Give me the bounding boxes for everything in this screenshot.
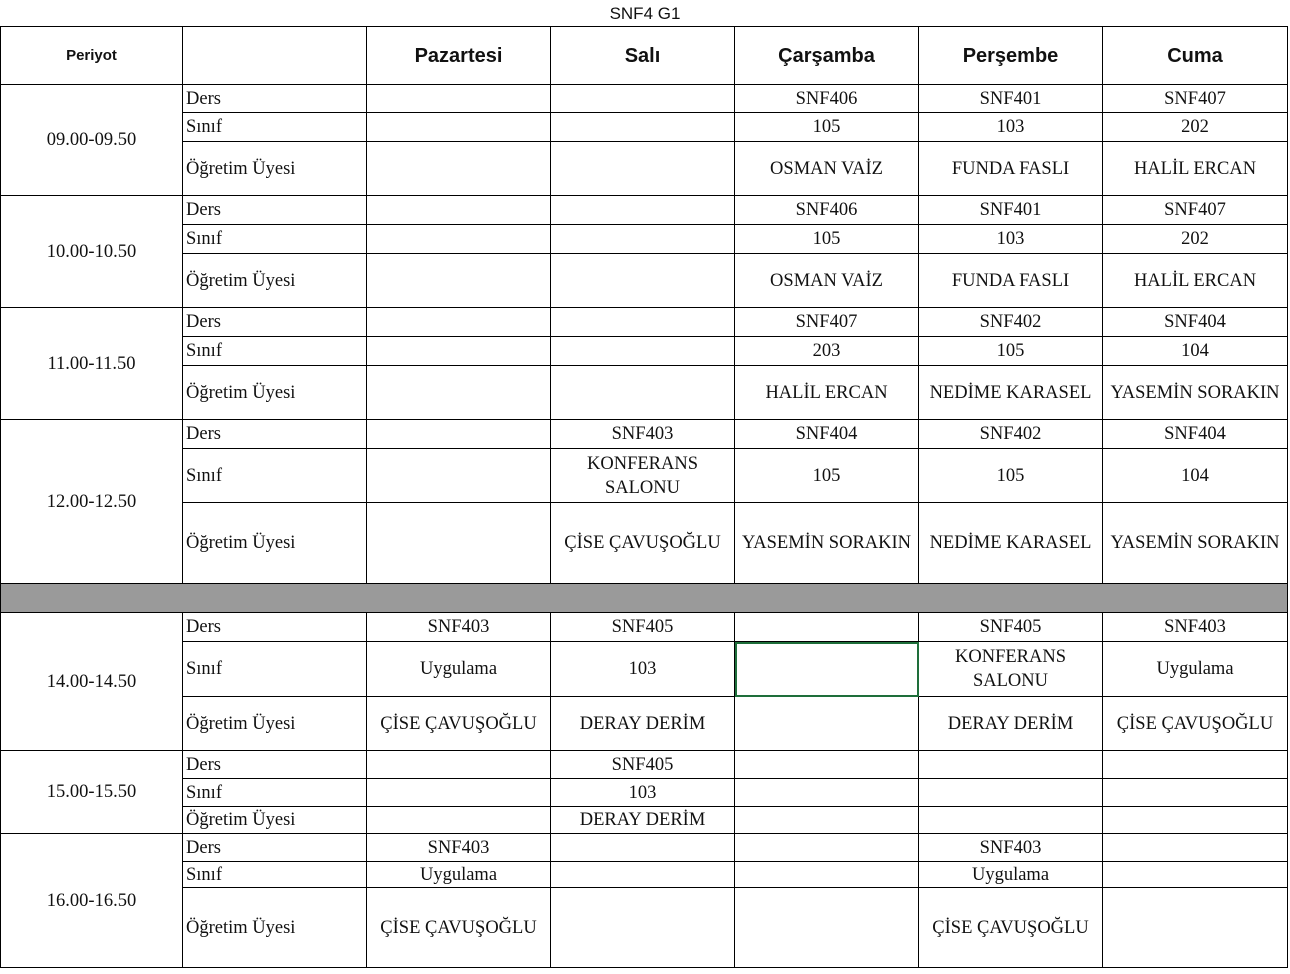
row-label-ogretim[interactable]: Öğretim Üyesi <box>183 366 367 420</box>
room-cell[interactable]: KONFERANS SALONU <box>551 449 735 503</box>
instructor-cell[interactable]: FUNDA FASLI <box>919 254 1103 308</box>
course-cell[interactable] <box>551 85 735 113</box>
header-row <box>1 27 1288 85</box>
instructor-cell[interactable]: HALİL ERCAN <box>1103 254 1288 308</box>
instructor-cell[interactable] <box>735 888 919 968</box>
instructor-cell[interactable]: NEDİME KARASEL <box>919 366 1103 420</box>
row-label-ogretim[interactable]: Öğretim Üyesi <box>183 503 367 584</box>
instructor-cell[interactable]: OSMAN VAİZ <box>735 254 919 308</box>
room-cell[interactable]: Uygulama <box>367 642 551 697</box>
instructor-cell[interactable] <box>735 697 919 751</box>
room-cell[interactable]: 202 <box>1103 225 1288 254</box>
instructor-cell[interactable]: DERAY DERİM <box>551 697 735 751</box>
ogretim-row <box>1 807 1288 834</box>
row-label-sinif[interactable]: Sınıf <box>183 642 367 697</box>
course-cell[interactable]: SNF404 <box>1103 308 1288 337</box>
row-label-ogretim[interactable]: Öğretim Üyesi <box>183 142 367 196</box>
row-label-sinif[interactable]: Sınıf <box>183 113 367 142</box>
course-cell[interactable] <box>551 308 735 337</box>
sinif-row <box>1 862 1288 888</box>
room-cell[interactable] <box>367 337 551 366</box>
row-label-ders[interactable]: Ders <box>183 751 367 779</box>
course-cell[interactable] <box>1103 751 1288 779</box>
room-cell[interactable]: 202 <box>1103 113 1288 142</box>
instructor-cell[interactable]: YASEMİN SORAKIN <box>1103 366 1288 420</box>
course-cell[interactable]: SNF405 <box>551 751 735 779</box>
selected-cell[interactable] <box>735 642 919 697</box>
course-cell[interactable] <box>919 751 1103 779</box>
course-cell[interactable]: SNF407 <box>735 308 919 337</box>
course-cell[interactable]: SNF404 <box>735 420 919 449</box>
room-cell[interactable] <box>735 779 919 807</box>
period-time-cell[interactable]: 10.00-10.50 <box>1 196 183 308</box>
ogretim-row <box>1 888 1288 968</box>
instructor-cell[interactable]: OSMAN VAİZ <box>735 142 919 196</box>
ogretim-row <box>1 697 1288 751</box>
room-cell[interactable] <box>367 225 551 254</box>
ders-row <box>1 85 1288 113</box>
schedule-table <box>0 26 1288 968</box>
sinif-row <box>1 642 1288 697</box>
room-cell[interactable] <box>551 225 735 254</box>
ogretim-row <box>1 142 1288 196</box>
sinif-row <box>1 337 1288 366</box>
instructor-cell[interactable] <box>367 503 551 584</box>
row-label-ders[interactable]: Ders <box>183 196 367 225</box>
course-cell[interactable]: SNF402 <box>919 420 1103 449</box>
header-day[interactable]: Pazartesi <box>367 27 551 85</box>
room-cell[interactable] <box>1103 862 1288 888</box>
ders-row <box>1 834 1288 862</box>
row-label-ogretim[interactable]: Öğretim Üyesi <box>183 254 367 308</box>
room-cell[interactable]: 103 <box>919 113 1103 142</box>
course-cell[interactable]: SNF401 <box>919 196 1103 225</box>
period-time-cell[interactable]: 11.00-11.50 <box>1 308 183 420</box>
course-cell[interactable]: SNF405 <box>919 613 1103 642</box>
room-cell[interactable] <box>1103 779 1288 807</box>
course-cell[interactable] <box>551 834 735 862</box>
ders-row <box>1 751 1288 779</box>
ogretim-row <box>1 366 1288 420</box>
instructor-cell[interactable] <box>367 366 551 420</box>
ders-row <box>1 308 1288 337</box>
course-cell[interactable] <box>735 834 919 862</box>
room-cell[interactable]: 105 <box>735 113 919 142</box>
row-label-sinif[interactable]: Sınıf <box>183 779 367 807</box>
row-label-sinif[interactable]: Sınıf <box>183 225 367 254</box>
instructor-cell[interactable]: ÇİSE ÇAVUŞOĞLU <box>1103 697 1288 751</box>
instructor-cell[interactable]: NEDİME KARASEL <box>919 503 1103 584</box>
instructor-cell[interactable]: YASEMİN SORAKIN <box>1103 503 1288 584</box>
course-cell[interactable] <box>1103 834 1288 862</box>
instructor-cell[interactable]: DERAY DERİM <box>551 807 735 834</box>
instructor-cell[interactable] <box>367 807 551 834</box>
instructor-cell[interactable] <box>1103 807 1288 834</box>
instructor-cell[interactable] <box>735 807 919 834</box>
room-cell[interactable]: 105 <box>735 225 919 254</box>
course-cell[interactable]: SNF403 <box>1103 613 1288 642</box>
sinif-row <box>1 113 1288 142</box>
course-cell[interactable]: SNF407 <box>1103 196 1288 225</box>
room-cell[interactable]: Uygulama <box>919 862 1103 888</box>
instructor-cell[interactable]: ÇİSE ÇAVUŞOĞLU <box>367 697 551 751</box>
room-cell[interactable] <box>367 113 551 142</box>
room-cell[interactable]: 105 <box>735 449 919 503</box>
course-cell[interactable]: SNF403 <box>551 420 735 449</box>
course-cell[interactable] <box>367 420 551 449</box>
instructor-cell[interactable]: HALİL ERCAN <box>735 366 919 420</box>
instructor-cell[interactable]: YASEMİN SORAKIN <box>735 503 919 584</box>
room-cell[interactable] <box>367 779 551 807</box>
room-cell[interactable]: KONFERANS SALONU <box>919 642 1103 697</box>
room-cell[interactable]: 103 <box>919 225 1103 254</box>
header-day[interactable]: Çarşamba <box>735 27 919 85</box>
room-cell[interactable]: 103 <box>551 779 735 807</box>
period-time-cell[interactable]: 15.00-15.50 <box>1 751 183 834</box>
room-cell[interactable] <box>735 862 919 888</box>
instructor-cell[interactable]: FUNDA FASLI <box>919 142 1103 196</box>
course-cell[interactable] <box>735 613 919 642</box>
instructor-cell[interactable] <box>551 888 735 968</box>
instructor-cell[interactable] <box>551 254 735 308</box>
instructor-cell[interactable] <box>367 142 551 196</box>
room-cell[interactable]: 104 <box>1103 337 1288 366</box>
header-periyot[interactable]: Periyot <box>1 27 183 85</box>
lunch-break-row <box>1 584 1288 613</box>
course-cell[interactable]: SNF402 <box>919 308 1103 337</box>
instructor-cell[interactable] <box>919 807 1103 834</box>
course-cell[interactable]: SNF403 <box>367 834 551 862</box>
instructor-cell[interactable]: ÇİSE ÇAVUŞOĞLU <box>367 888 551 968</box>
room-cell[interactable] <box>367 449 551 503</box>
instructor-cell[interactable]: ÇİSE ÇAVUŞOĞLU <box>551 503 735 584</box>
lunch-break-cell[interactable] <box>1 584 1288 613</box>
course-cell[interactable]: SNF406 <box>735 85 919 113</box>
period-time-cell[interactable]: 14.00-14.50 <box>1 613 183 751</box>
sheet-title: SNF4 G1 <box>609 4 681 23</box>
header-blank[interactable] <box>183 27 367 85</box>
sinif-row <box>1 449 1288 503</box>
room-cell[interactable] <box>551 862 735 888</box>
row-label-ogretim[interactable]: Öğretim Üyesi <box>183 697 367 751</box>
course-cell[interactable]: SNF406 <box>735 196 919 225</box>
period-time-cell[interactable]: 16.00-16.50 <box>1 834 183 968</box>
ogretim-row <box>1 503 1288 584</box>
room-cell[interactable] <box>919 779 1103 807</box>
room-cell[interactable]: 105 <box>919 449 1103 503</box>
course-cell[interactable]: SNF405 <box>551 613 735 642</box>
header-day[interactable]: Perşembe <box>919 27 1103 85</box>
course-cell[interactable] <box>367 196 551 225</box>
row-label-ders[interactable]: Ders <box>183 85 367 113</box>
course-cell[interactable] <box>367 308 551 337</box>
sinif-row <box>1 225 1288 254</box>
row-label-ders[interactable]: Ders <box>183 420 367 449</box>
course-cell[interactable] <box>735 751 919 779</box>
room-cell[interactable] <box>551 337 735 366</box>
ders-row <box>1 613 1288 642</box>
course-cell[interactable]: SNF404 <box>1103 420 1288 449</box>
row-label-ders[interactable]: Ders <box>183 613 367 642</box>
room-cell[interactable]: Uygulama <box>1103 642 1288 697</box>
row-label-ogretim[interactable]: Öğretim Üyesi <box>183 807 367 834</box>
row-label-sinif[interactable]: Sınıf <box>183 449 367 503</box>
sinif-row <box>1 779 1288 807</box>
room-cell[interactable]: 103 <box>551 642 735 697</box>
room-cell[interactable]: 104 <box>1103 449 1288 503</box>
period-time-cell[interactable]: 09.00-09.50 <box>1 85 183 196</box>
row-label-ders[interactable]: Ders <box>183 308 367 337</box>
instructor-cell[interactable] <box>367 254 551 308</box>
ogretim-row <box>1 254 1288 308</box>
instructor-cell[interactable] <box>551 366 735 420</box>
room-cell[interactable]: Uygulama <box>367 862 551 888</box>
instructor-cell[interactable] <box>1103 888 1288 968</box>
course-cell[interactable] <box>551 196 735 225</box>
row-label-ders[interactable]: Ders <box>183 834 367 862</box>
course-cell[interactable]: SNF403 <box>919 834 1103 862</box>
row-label-sinif[interactable]: Sınıf <box>183 862 367 888</box>
instructor-cell[interactable] <box>551 142 735 196</box>
room-cell[interactable]: 203 <box>735 337 919 366</box>
header-day[interactable]: Cuma <box>1103 27 1288 85</box>
instructor-cell[interactable]: HALİL ERCAN <box>1103 142 1288 196</box>
course-cell[interactable]: SNF401 <box>919 85 1103 113</box>
instructor-cell[interactable]: ÇİSE ÇAVUŞOĞLU <box>919 888 1103 968</box>
instructor-cell[interactable]: DERAY DERİM <box>919 697 1103 751</box>
room-cell[interactable]: 105 <box>919 337 1103 366</box>
period-time-cell[interactable]: 12.00-12.50 <box>1 420 183 584</box>
row-label-ogretim[interactable]: Öğretim Üyesi <box>183 888 367 968</box>
header-day[interactable]: Salı <box>551 27 735 85</box>
ders-row <box>1 196 1288 225</box>
ders-row <box>1 420 1288 449</box>
row-label-sinif[interactable]: Sınıf <box>183 337 367 366</box>
course-cell[interactable] <box>367 85 551 113</box>
room-cell[interactable] <box>551 113 735 142</box>
course-cell[interactable]: SNF403 <box>367 613 551 642</box>
course-cell[interactable] <box>367 751 551 779</box>
course-cell[interactable]: SNF407 <box>1103 85 1288 113</box>
